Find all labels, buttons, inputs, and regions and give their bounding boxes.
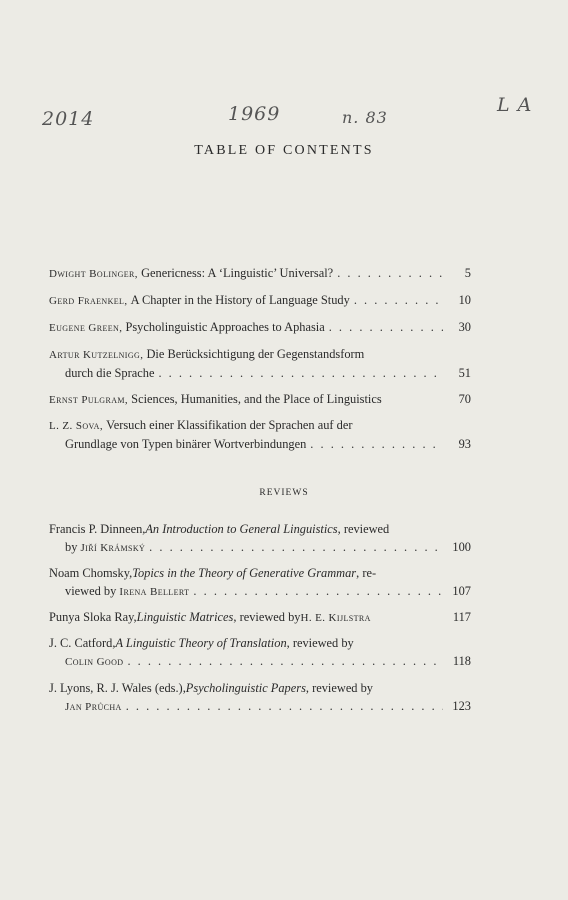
reviewer-name: Jan Průcha: [65, 701, 122, 713]
entry-page: 117: [452, 610, 471, 624]
entry-page: 51: [458, 366, 471, 380]
entry-page: 100: [452, 540, 471, 554]
entry-author: Ernst Pulgram,: [49, 394, 129, 406]
review-text: , re-: [356, 566, 377, 580]
contents-entry: [49, 345, 471, 382]
entry-page: 93: [458, 437, 471, 451]
entry-author: L. Z. Sova,: [49, 420, 104, 432]
entry-author: Dwight Bolinger,: [49, 268, 138, 280]
reviewer-name: Colin Good: [65, 656, 124, 668]
leader-dots: [329, 318, 443, 336]
contents-entry: [49, 291, 471, 310]
reviewer-name: Irena Bellert: [119, 586, 190, 598]
review-book-author: Noam Chomsky,: [49, 566, 133, 580]
entry-page: 5: [464, 266, 471, 280]
review-text: , reviewed: [337, 522, 390, 536]
review-text: , reviewed by: [286, 636, 354, 650]
entry-page: 123: [452, 699, 471, 713]
leader-dots: [149, 538, 443, 556]
page-title: TABLE OF CONTENTS: [194, 143, 374, 158]
review-book-author: Francis P. Dinneen,: [49, 522, 146, 536]
entry-page: 107: [452, 584, 471, 598]
review-book-title: Topics in the Theory of Generative Grammar: [132, 566, 357, 580]
entry-page: 10: [458, 293, 471, 307]
review-book-title: Linguistic Matrices: [136, 610, 234, 624]
review-text: by: [65, 540, 78, 554]
handwritten-issue: n. 83: [342, 108, 388, 127]
reviews-heading: REVIEWS: [259, 488, 309, 498]
review-book-author: J. C. Catford,: [49, 636, 116, 650]
entry-title: Psycholinguistic Approaches to Aphasia: [125, 320, 325, 334]
reviewer-name: H. E. Kijlstra: [300, 612, 371, 624]
contents-entry: [49, 390, 471, 409]
entry-title: Die Berücksichtigung der Gegenstandsform: [146, 347, 365, 361]
review-entry: [49, 608, 471, 627]
entry-title: Genericness: A ‘Linguistic’ Universal?: [141, 266, 334, 280]
leader-dots: [193, 582, 443, 600]
leader-dots: [158, 364, 443, 382]
entry-title: Versuch einer Klassifikation der Sprachen auf der: [106, 418, 353, 432]
entry-author: Artur Kutzelnigg,: [49, 349, 144, 361]
review-entry: [49, 679, 471, 716]
review-text: , reviewed by: [305, 681, 373, 695]
review-book-title: An Introduction to General Linguistics: [145, 522, 338, 536]
handwritten-initials: L A: [497, 94, 533, 116]
handwritten-number: 2014: [42, 108, 95, 130]
review-entry: [49, 520, 471, 557]
reviewer-name: Jiří Krámský: [80, 542, 146, 554]
entry-page: 70: [458, 392, 471, 406]
contents-entry: [49, 264, 471, 283]
entry-author: Gerd Fraenkel,: [49, 295, 128, 307]
entry-page: 30: [458, 320, 471, 334]
review-book-author: J. Lyons, R. J. Wales (eds.),: [49, 681, 186, 695]
leader-dots: [354, 291, 443, 309]
entry-title-cont: Grundlage von Typen binärer Wortverbindungen: [65, 437, 307, 451]
leader-dots: [127, 652, 443, 670]
review-entry: [49, 634, 471, 671]
entry-title: A Chapter in the History of Language Study: [130, 293, 350, 307]
review-book-title: A Linguistic Theory of Translation: [115, 636, 287, 650]
contents-entry: [49, 416, 471, 453]
contents-entry: [49, 318, 471, 337]
leader-dots: [126, 697, 443, 715]
entry-author: Eugene Green,: [49, 322, 123, 334]
review-text: viewed by: [65, 584, 117, 598]
leader-dots: [337, 264, 443, 282]
review-text: , reviewed by: [233, 610, 301, 624]
handwritten-year: 1969: [228, 103, 281, 125]
entry-title-cont: durch die Sprache: [65, 366, 155, 380]
review-entry: [49, 564, 471, 601]
leader-dots: [310, 435, 443, 453]
entry-page: 118: [452, 654, 471, 668]
review-book-author: Punya Sloka Ray,: [49, 610, 137, 624]
review-book-title: Psycholinguistic Papers: [185, 681, 306, 695]
entry-title: Sciences, Humanities, and the Place of Linguistics: [131, 392, 382, 406]
